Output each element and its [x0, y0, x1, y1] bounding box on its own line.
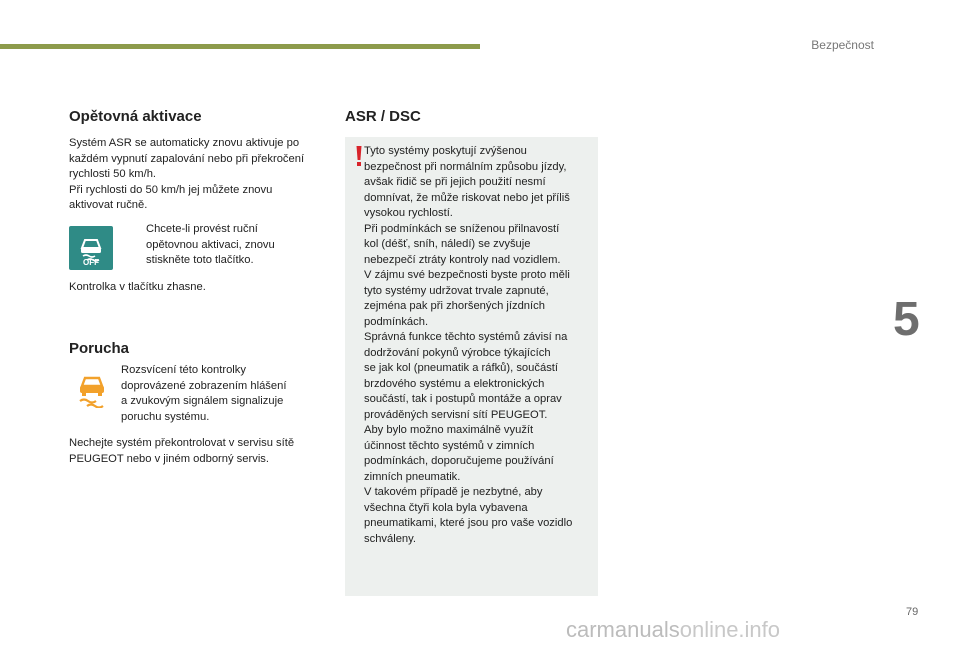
- fault-title: Porucha: [69, 340, 130, 357]
- reactivation-title: Opětovná aktivace: [69, 108, 202, 125]
- asr-off-button-icon: [69, 226, 113, 270]
- section-name: Bezpečnost: [811, 38, 874, 52]
- reactivation-paragraph: Systém ASR se automaticky znovu aktivuje po každém vypnutí zapalování nebo při překročení rychlosti 50 km/h. Při rychlosti do 50 km/h jej můžete znovu aktivovat ručně.: [69, 137, 305, 211]
- header-accent-bar: [0, 44, 480, 49]
- service-paragraph: Nechejte systém překontrolovat v servisu sítě PEUGEOT nebo v jiném odborný servis.: [69, 437, 295, 465]
- asr-dsc-paragraph: Tyto systémy poskytují zvýšenou bezpečnost při normálním způsobu jízdy, avšak řidič se při jejich použití nesmí domnívat, že může riskovat nebo jet příliš vysokou rychlostí. Při podmínkách se sníženou přilnavostí kol (déšť, sníh, náledí) se zvyšuje nebezpečí ztráty kontroly nad vozidlem. V zájmu své bezpečnosti byste proto měli tyto systémy udržovat trvale zapnuté, zejména pak při zhoršených jízdních podmínkách. Správná funkce těchto systémů závisí na dodržování pokynů výrobce týkajících se jak kol (pneumatik a ráfků), součástí brzdového systému a elektronických součástí, tak i postupů montáže a oprav prováděných servisní sítí PEUGEOT. Aby bylo možno maximálně využít účinnost těchto systémů v zimních podmínkách, doporučujeme používání zimních pneumatik. V takovém případě je nezbytné, aby všechna čtyři kola byla vybavena pneumatikami, které jsou pro vaše vozidlo schváleny.: [364, 145, 573, 545]
- watermark: [566, 617, 780, 643]
- watermark-brand: carmanuals: [566, 617, 680, 642]
- asr-dsc-title: ASR / DSC: [345, 108, 421, 125]
- light-off-text: Kontrolka v tlačítku zhasne.: [69, 281, 206, 293]
- off-label: OFF: [83, 258, 99, 267]
- watermark-suffix: online.info: [679, 617, 781, 642]
- fault-warning-light-icon: [73, 370, 111, 408]
- exclamation-warning-icon: [354, 145, 364, 167]
- chapter-number: 5: [893, 293, 920, 346]
- page-number: 79: [906, 606, 919, 618]
- reactivation-instruction: Chcete-li provést ruční opětovnou aktivaci, znovu stiskněte toto tlačítko.: [146, 223, 275, 266]
- fault-paragraph: Rozsvícení této kontrolky doprovázené zobrazením hlášení a zvukovým signálem signalizuje poruchu systému.: [121, 364, 287, 423]
